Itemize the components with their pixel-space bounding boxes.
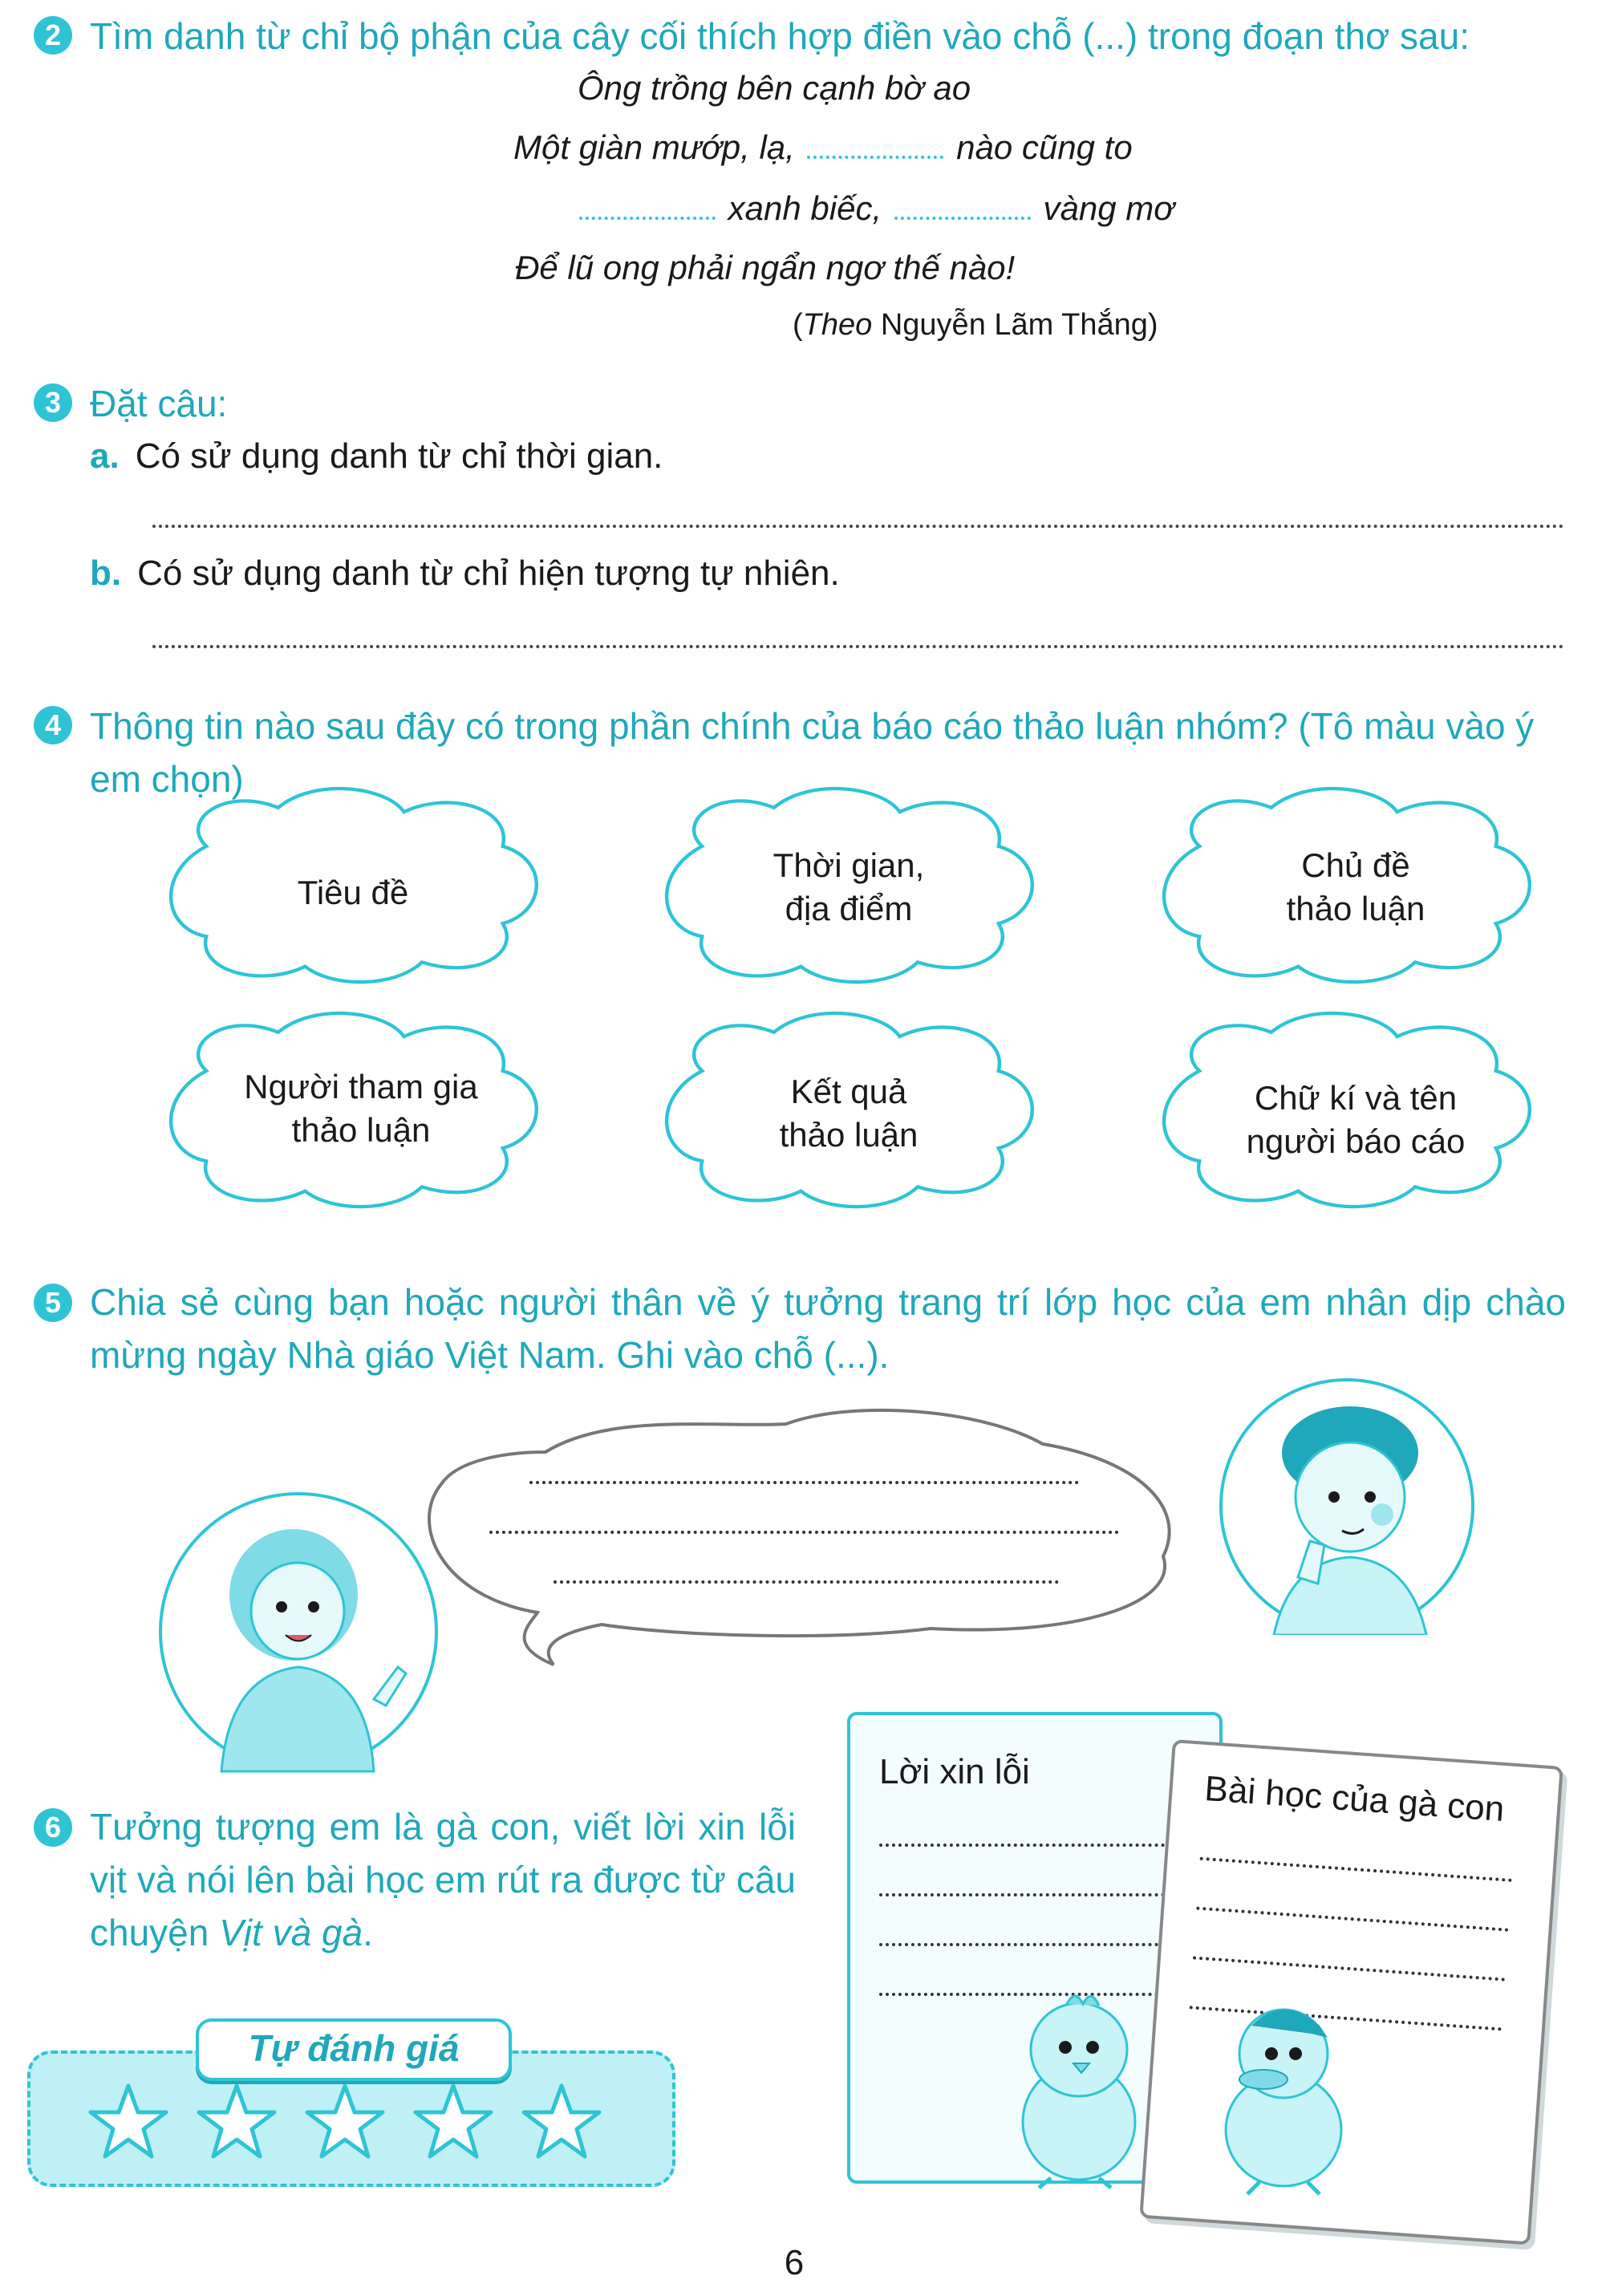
lesson-card-title: Bài học của gà con — [1203, 1768, 1506, 1829]
question-3-prompt: Đặt câu: — [90, 383, 228, 424]
cloud-option-6-label[interactable]: Chữ kí và tên người báo cáo — [1246, 1079, 1466, 1160]
poem-line-2 — [513, 128, 1133, 167]
source-author: Nguyễn Lãm Thắng) — [880, 308, 1158, 342]
question-2-number: 2 — [34, 16, 72, 55]
fill-blank-1[interactable] — [807, 148, 943, 159]
chick-icon — [1023, 1996, 1135, 2188]
star-icon-1[interactable] — [91, 2086, 166, 2156]
rating-stars — [80, 2078, 626, 2166]
answer-line-3b[interactable] — [152, 645, 1564, 648]
cloud-option-4-label[interactable]: Người tham gia thảo luận — [244, 1068, 478, 1149]
cloud-option-5-label[interactable]: Kết quả thảo luận — [779, 1073, 919, 1154]
lesson-line-1[interactable] — [1200, 1857, 1512, 1882]
story-title: Vịt và gà — [219, 1912, 363, 1953]
question-5-number: 5 — [34, 1284, 72, 1322]
poem-line-2-end: nào cũng to — [956, 128, 1133, 166]
star-icon-4[interactable] — [416, 2086, 491, 2156]
self-assessment-title: Tự đánh giá — [196, 2018, 512, 2081]
question-6-prompt: Tưởng tượng em là gà con, viết lời xin lỗi vịt và nói lên bài học em rút ra được từ câu chuyện Vịt và gà. — [90, 1806, 796, 1953]
bubble-line-3[interactable] — [554, 1580, 1059, 1584]
girl-illustration — [157, 1491, 440, 1773]
cloud-options-graphic — [0, 770, 1614, 1235]
poem-line-2-start: Một giàn mướp, lạ, — [513, 128, 795, 166]
cloud-option-2-label[interactable]: Thời gian, địa điểm — [773, 846, 925, 927]
fill-blank-2[interactable] — [579, 209, 716, 220]
bubble-line-2[interactable] — [489, 1531, 1119, 1534]
question-4-number: 4 — [34, 706, 72, 744]
fill-blank-3[interactable] — [894, 209, 1031, 220]
chick-and-duck-illustration — [1003, 1990, 1372, 2198]
question-2-prompt: Tìm danh từ chỉ bộ phận của cây cối thích hợp điền vào chỗ (...) trong đoạn thơ sau: — [90, 15, 1470, 57]
cloud-option-3-label[interactable]: Chủ đề thảo luận — [1286, 846, 1425, 927]
apology-line-3[interactable] — [879, 1943, 1165, 1946]
question-5-prompt: Chia sẻ cùng bạn hoặc người thân về ý tưởng trang trí lớp học của em nhân dịp chào mừng ngày Nhà giáo Việt Nam. Ghi vào chỗ (...). — [90, 1281, 1566, 1376]
poem-source: (Theo Nguyễn Lãm Thắng) — [793, 308, 1158, 342]
star-icon-2[interactable] — [199, 2086, 274, 2156]
question-3a: a. Có sử dụng danh từ chỉ thời gian. — [90, 436, 663, 476]
apology-card-title: Lời xin lỗi — [879, 1752, 1030, 1791]
bubble-line-1[interactable] — [529, 1481, 1079, 1484]
apology-line-1[interactable] — [879, 1844, 1165, 1847]
lesson-line-2[interactable] — [1196, 1907, 1508, 1932]
page-number: 6 — [784, 2243, 805, 2282]
boy-illustration — [1218, 1377, 1476, 1635]
answer-line-3a[interactable] — [152, 525, 1564, 528]
poem-line-1: Ông trồng bên cạnh bờ ao — [578, 69, 971, 107]
poem-line-3 — [576, 189, 1174, 228]
poem-line-3-mid: xanh biếc, — [728, 189, 882, 227]
poem-line-4: Để lũ ong phải ngẩn ngơ thế nào! — [515, 249, 1016, 286]
poem-line-3-end: vàng mơ — [1043, 189, 1174, 227]
cloud-option-1-label[interactable]: Tiêu đề — [297, 874, 409, 911]
question-3-number: 3 — [34, 383, 72, 422]
star-icon-3[interactable] — [307, 2086, 383, 2156]
question-6-number: 6 — [34, 1808, 72, 1847]
apology-line-2[interactable] — [879, 1893, 1165, 1896]
question-4-prompt: Thông tin nào sau đây có trong phần chính của báo cáo thảo luận nhóm? (Tô màu vào ý em chọn) — [90, 705, 1535, 800]
duck-icon — [1226, 2010, 1341, 2194]
lesson-line-3[interactable] — [1193, 1956, 1505, 1981]
question-3b: b. Có sử dụng danh từ chỉ hiện tượng tự nhiên. — [90, 554, 840, 593]
star-icon-5[interactable] — [524, 2086, 599, 2156]
source-theo: Theo — [802, 308, 873, 342]
